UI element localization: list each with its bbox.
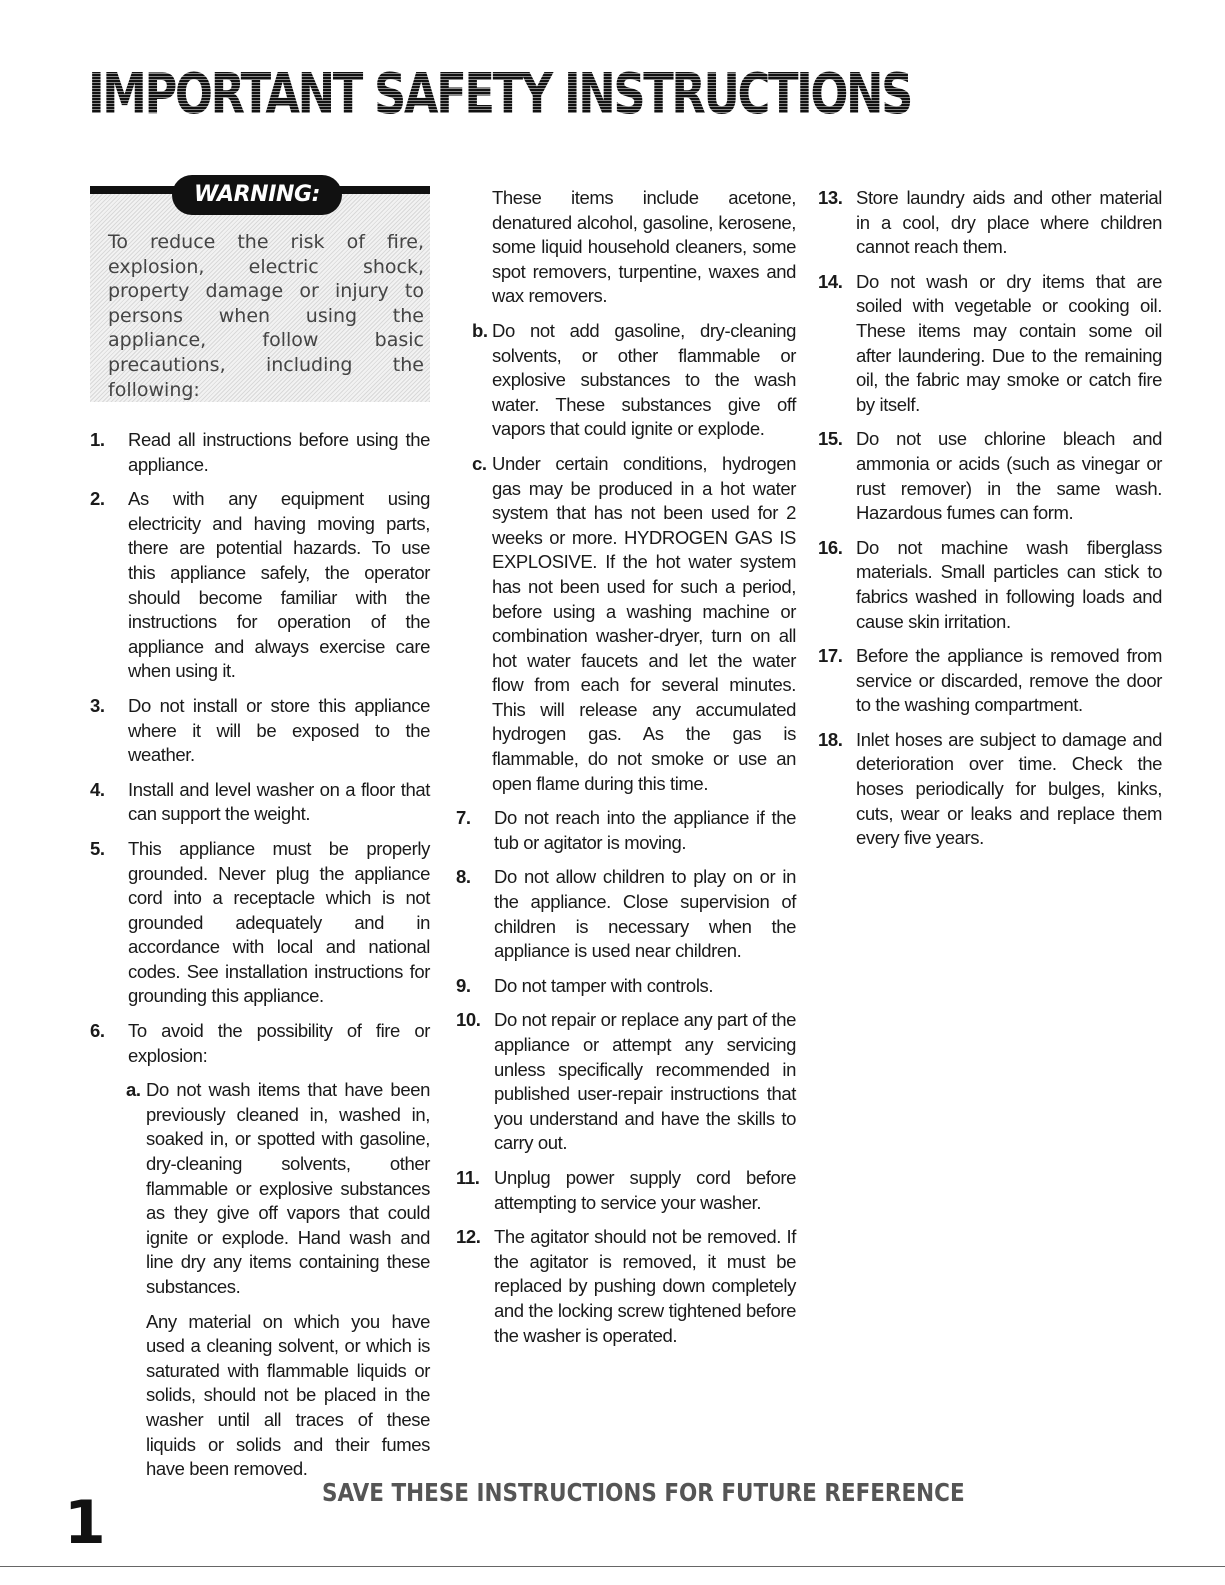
list-item: [818, 536, 1162, 634]
sub-item-letter: b.: [472, 319, 488, 341]
item-text: This appliance must be properly grounded. Never plug the appliance cord into a receptacle which is not grounded adequately and in accordance with local and national codes. See installation instructions for grounding this appliance.: [128, 837, 430, 1007]
item-number: 6.: [90, 1020, 105, 1042]
warning-text: To reduce the risk of fire, explosion, electric shock, property damage or injury to persons when using the appliance, follow basic precautions, including the following:: [108, 231, 424, 401]
item-text: The agitator should not be removed. If the agitator is removed, it must be replaced by pushing down completely and the locking screw tightened before the washer is operated.: [494, 1226, 796, 1346]
column-middle: [456, 186, 796, 1358]
item-number: 3.: [90, 694, 105, 716]
list-item: [90, 694, 430, 768]
item-text: Do not install or store this appliance where it will be exposed to the weather.: [128, 694, 430, 766]
list-item: [456, 865, 796, 963]
item-number: 2.: [90, 488, 105, 510]
list-item: [818, 186, 1162, 260]
item-number: 10.: [456, 1009, 481, 1031]
sub-item-text: Do not add gasoline, dry-cleaning solvents, or other flammable or explosive substances to the wash water. These substances give off vapors that could ignite or explode.: [492, 319, 796, 440]
item-number: 4.: [90, 778, 105, 800]
bottom-rule: [0, 1566, 1225, 1567]
sub-item-paragraph: Any material on which you have used a cleaning solvent, or which is saturated with flammable liquids or solids, should not be placed in the washer until all traces of these liquids or solids and their fumes have been removed.: [146, 1310, 430, 1480]
list-item: [818, 270, 1162, 418]
list-item: [456, 806, 796, 855]
item-number: 16.: [818, 536, 843, 558]
list-item: [90, 837, 430, 1009]
sub-list-item: [126, 1078, 430, 1299]
list-item: [456, 974, 796, 999]
item-number: 14.: [818, 270, 843, 292]
item-text: Do not use chlorine bleach and ammonia or acids (such as vinegar or rust remover) in the same wash. Hazardous fumes can form.: [856, 428, 1162, 524]
item-text: Do not reach into the appliance if the tub or agitator is moving.: [494, 807, 796, 853]
list-item: [818, 427, 1162, 525]
warning-label: WARNING:: [172, 175, 342, 215]
item-text: Do not allow children to play on or in the appliance. Close supervision of children is necessary when the appliance is used near children.: [494, 866, 796, 962]
sub-item-letter: c.: [472, 452, 487, 474]
item-number: 11.: [456, 1166, 480, 1188]
sub-list-item: [472, 452, 796, 796]
item-number: 15.: [818, 428, 843, 450]
item-number: 1.: [90, 429, 105, 450]
item-text: Do not wash or dry items that are soiled with vegetable or cooking oil. These items may contain some oil after laundering. Due to the remaining oil, the fabric may smoke or catch fire by itself.: [856, 270, 1162, 415]
sub-item-letter: a.: [126, 1079, 141, 1101]
item-text: Unplug power supply cord before attempting to service your washer.: [494, 1166, 796, 1213]
sub-item-paragraph: These items include acetone, denatured alcohol, gasoline, kerosene, some liquid household cleaners, some spot removers, turpentine, waxes and wax removers.: [492, 187, 796, 307]
footer-note: SAVE THESE INSTRUCTIONS FOR FUTURE REFERENCE: [322, 1478, 965, 1507]
item-text: Do not repair or replace any part of the appliance or attempt any servicing unless specifically recommended in published user-repair instructions that you understand and have the skills to carry out.: [494, 1009, 796, 1154]
list-item: [456, 1225, 796, 1348]
item-number: 9.: [456, 974, 471, 996]
item-text: Store laundry aids and other material in a cool, dry place where children cannot reach them.: [856, 187, 1162, 258]
page-title: IMPORTANT SAFETY INSTRUCTIONS: [88, 62, 912, 127]
item-number: 5.: [90, 837, 105, 859]
item-text: Do not tamper with controls.: [494, 974, 714, 996]
list-item: [90, 1019, 430, 1068]
item-number: 17.: [818, 645, 843, 667]
page-number: 1: [64, 1488, 106, 1558]
warning-box: [90, 182, 430, 402]
item-number: 7.: [456, 807, 471, 829]
list-item: [90, 778, 430, 827]
item-text: Install and level washer on a floor that can support the weight.: [128, 778, 430, 825]
item-number: 8.: [456, 866, 471, 888]
list-item: [90, 428, 430, 477]
list-item: [456, 1008, 796, 1156]
sub-item-text: Under certain conditions, hydrogen gas may be produced in a hot water system that has not been used for 2 weeks or more. HYDROGEN GAS IS EXPLOSIVE. If the hot water system has not been used for such a period, before using a washing machine or combination washer-dryer, turn on all hot water faucets and let the water flow from each for several minutes. This will release any accumulated hydrogen gas. As the gas is flammable, do not smoke or use an open flame during this time.: [492, 452, 796, 794]
item-number: 12.: [456, 1226, 481, 1248]
item-text: Do not machine wash fiberglass materials. Small particles can stick to fabrics washed in following loads and cause skin irritation.: [856, 536, 1162, 632]
item-text: As with any equipment using electricity and having moving parts, there are potential hazards. To use this appliance safely, the operator should become familiar with the instructions for operation of the appliance and always exercise care when using it.: [128, 488, 430, 682]
item-text: Read all instructions before using the appliance.: [128, 429, 430, 475]
column-right: [818, 186, 1162, 861]
list-item: [818, 728, 1162, 851]
item-number: 18.: [818, 728, 843, 750]
list-item: [90, 487, 430, 684]
item-number: 13.: [818, 187, 843, 208]
column-left: [90, 182, 430, 1492]
sub-item-text: Do not wash items that have been previously cleaned in, washed in, soaked in, or spotted with gasoline, dry-cleaning solvents, other flammable or explosive substances as they give off vapors that could ignite or explode. Hand wash and line dry any items containing these substances.: [146, 1079, 430, 1297]
list-item: [818, 644, 1162, 718]
list-item: [456, 1166, 796, 1215]
sub-list-item: [472, 319, 796, 442]
item-text: Inlet hoses are subject to damage and deterioration over time. Check the hoses periodically for bulges, kinks, cuts, wear or leaks and replace them every five years.: [856, 728, 1162, 849]
item-text: To avoid the possibility of fire or explosion:: [128, 1020, 430, 1066]
item-text: Before the appliance is removed from service or discarded, remove the door to the washing compartment.: [856, 645, 1162, 716]
